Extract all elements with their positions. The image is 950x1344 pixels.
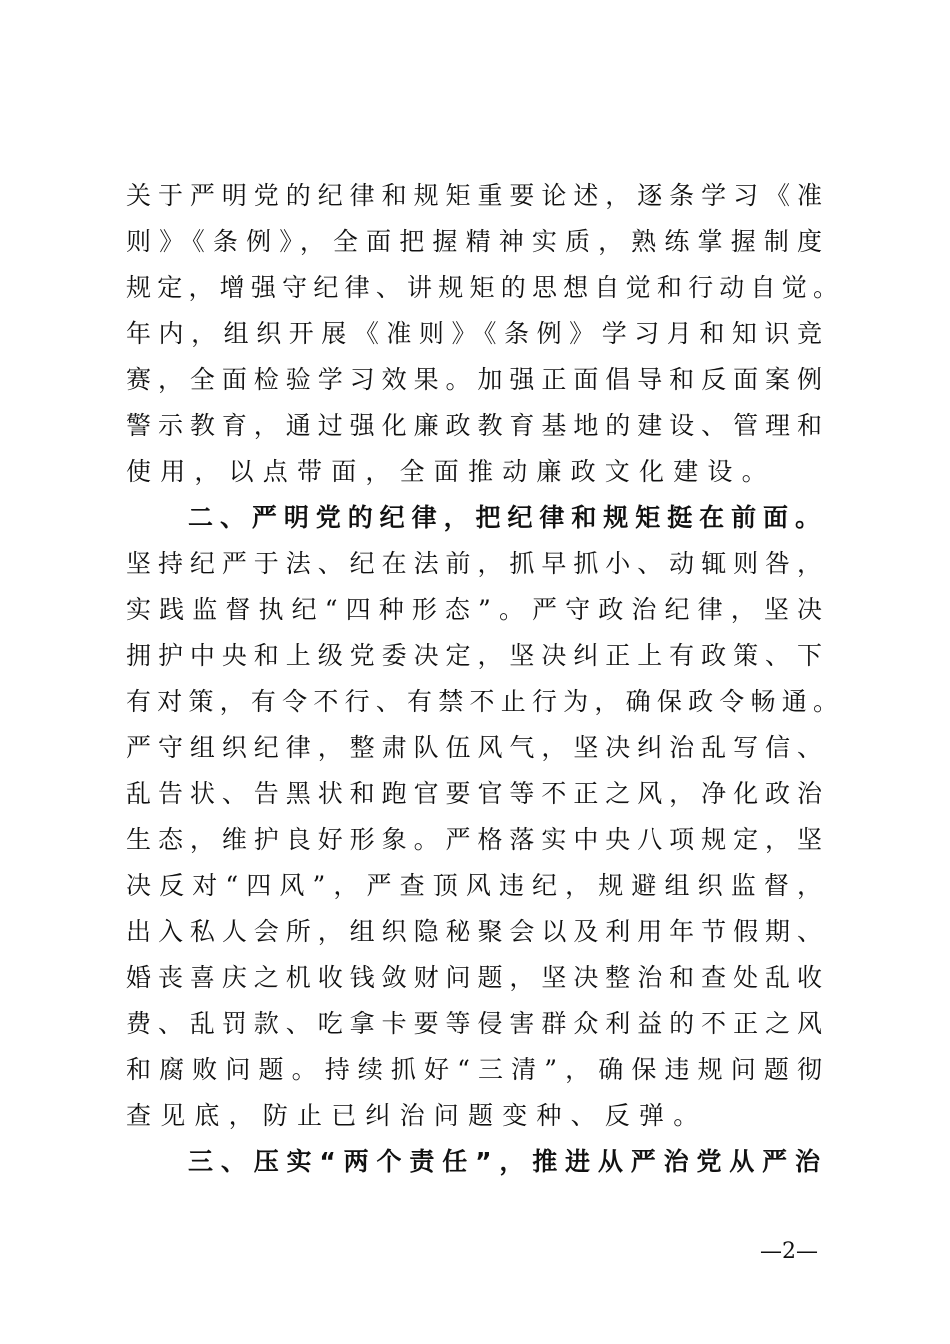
body-text-line: 坚持纪严于法、纪在法前，抓早抓小、动辄则咎， <box>126 549 822 578</box>
body-text-line: 乱告状、告黑状和跑官要官等不正之风，净化政治 <box>126 779 822 808</box>
body-text-line: 关于严明党的纪律和规矩重要论述，逐条学习《准 <box>126 181 822 210</box>
body-text-line: 费、乱罚款、吃拿卡要等侵害群众利益的不正之风 <box>126 1009 822 1038</box>
body-text-line: 警示教育，通过强化廉政教育基地的建设、管理和 <box>126 411 822 440</box>
body-text-line: 查见底，防止已纠治问题变种、反弹。 <box>126 1101 708 1130</box>
body-text-line: 拥护中央和上级党委决定，坚决纠正上有政策、下 <box>126 641 822 670</box>
body-text-line: 有对策，有令不行、有禁不止行为，确保政令畅通。 <box>126 687 838 716</box>
body-text-line: 实践监督执纪“四种形态”。严守政治纪律，坚决 <box>126 595 822 624</box>
body-text-line: 婚丧喜庆之机收钱敛财问题，坚决整治和查处乱收 <box>126 963 822 992</box>
body-text-line: 生态，维护良好形象。严格落实中央八项规定，坚 <box>126 825 822 854</box>
body-text-line: 出入私人会所，组织隐秘聚会以及利用年节假期、 <box>126 917 822 946</box>
body-text-line: 决反对“四风”，严查顶风违纪，规避组织监督， <box>126 871 822 900</box>
body-text-line: 赛，全面检验学习效果。加强正面倡导和反面案例 <box>126 365 822 394</box>
body-text-line: 则》《条例》，全面把握精神实质，熟练掌握制度 <box>126 227 822 256</box>
body-text-line: 严守组织纪律，整肃队伍风气，坚决纠治乱写信、 <box>126 733 822 762</box>
body-text-line: 年内，组织开展《准则》《条例》学习月和知识竞 <box>126 319 822 348</box>
body-text-line: 使用，以点带面，全面推动廉政文化建设。 <box>126 457 776 486</box>
section-heading: 二、严明党的纪律，把纪律和规矩挺在前面。 <box>188 503 820 532</box>
body-text-line: 规定，增强守纪律、讲规矩的思想自觉和行动自觉。 <box>126 273 838 302</box>
section-heading: 三、压实“两个责任”，推进从严治党从严治 <box>188 1147 820 1176</box>
page-number: —2— <box>760 1239 818 1264</box>
body-text-line: 和腐败问题。持续抓好“三清”，确保违规问题彻 <box>126 1055 822 1084</box>
